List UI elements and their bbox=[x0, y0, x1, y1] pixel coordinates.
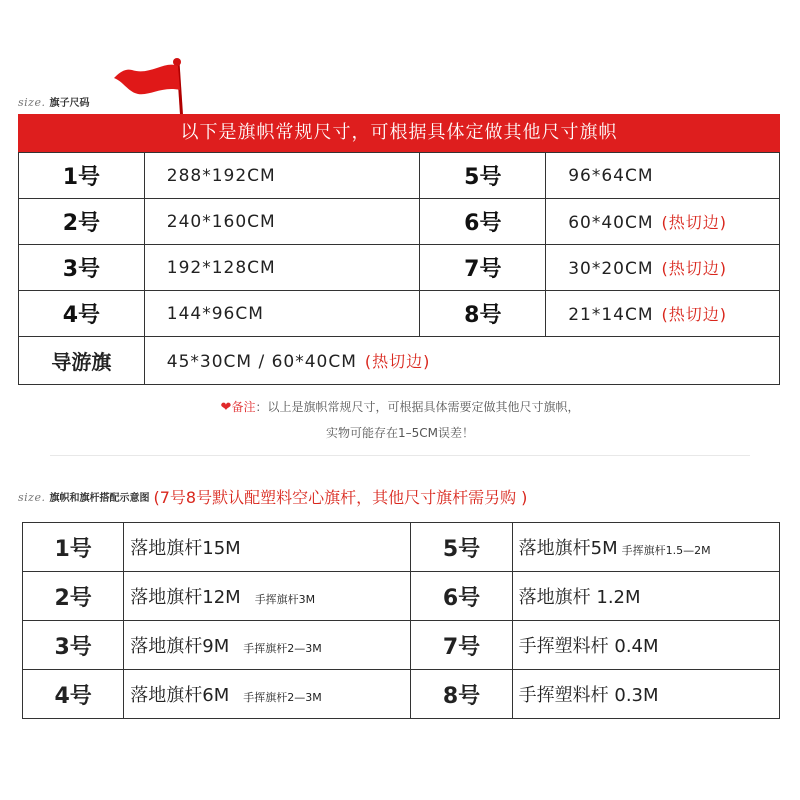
size-value bbox=[546, 291, 780, 337]
pole-extra: 手挥旗杆3M bbox=[254, 593, 316, 606]
size-text: 60*40CM bbox=[568, 213, 654, 233]
remark-line bbox=[0, 398, 800, 415]
pole-value bbox=[512, 572, 779, 621]
hot-cut-note: (热切边) bbox=[661, 213, 728, 232]
pole-value bbox=[512, 523, 779, 572]
pole-text: 落地旗杆 1.2M bbox=[518, 587, 641, 608]
size-value: 240*160CM bbox=[144, 199, 420, 245]
pole-extra: 手挥旗杆1.5—2M bbox=[621, 544, 711, 557]
pole-text: 手挥塑料杆 0.3M bbox=[518, 685, 659, 706]
pole-text: 落地旗杆12M bbox=[130, 587, 241, 608]
heart-icon: ❤ bbox=[220, 400, 232, 415]
pole-text: 落地旗杆6M bbox=[130, 685, 230, 706]
pole-value bbox=[124, 572, 411, 621]
hot-cut-note: (热切边) bbox=[364, 352, 431, 371]
remark-label: 备注 bbox=[231, 400, 256, 414]
size-value: 144*96CM bbox=[144, 291, 420, 337]
table-row bbox=[19, 291, 780, 337]
pole-header bbox=[18, 481, 528, 507]
pole-value bbox=[124, 670, 411, 719]
size-value: 192*128CM bbox=[144, 245, 420, 291]
size-value bbox=[546, 245, 780, 291]
pole-header-en: size. bbox=[18, 491, 46, 504]
remark-text: ：以上是旗帜常规尺寸，可根据具体需要定做其他尺寸旗帜， bbox=[255, 400, 580, 414]
size-header-en: size. bbox=[18, 96, 46, 109]
size-number: 4号 bbox=[23, 670, 124, 719]
size-number: 6号 bbox=[411, 572, 512, 621]
pole-value bbox=[124, 523, 411, 572]
remark-line-2: 实物可能存在1–5CM误差！ bbox=[325, 426, 474, 440]
size-text: 96*64CM bbox=[568, 165, 654, 186]
table-row bbox=[23, 572, 780, 621]
size-banner: 以下是旗帜常规尺寸，可根据具体定做其他尺寸旗帜 bbox=[18, 114, 780, 152]
size-number: 5号 bbox=[420, 153, 546, 199]
size-number: 8号 bbox=[411, 670, 512, 719]
size-value: 288*192CM bbox=[144, 153, 420, 199]
pole-text: 落地旗杆5M bbox=[518, 538, 618, 559]
pole-header-cn: 旗帜和旗杆搭配示意图 bbox=[49, 493, 150, 504]
pole-value bbox=[512, 670, 779, 719]
pole-value bbox=[124, 621, 411, 670]
guide-flag-size bbox=[144, 337, 779, 385]
pole-text: 落地旗杆9M bbox=[130, 636, 230, 657]
table-row bbox=[19, 337, 780, 385]
size-number: 5号 bbox=[411, 523, 512, 572]
table-row bbox=[23, 621, 780, 670]
pole-value bbox=[512, 621, 779, 670]
pole-text: 手挥塑料杆 0.4M bbox=[518, 636, 659, 657]
flag-size-table bbox=[18, 152, 780, 385]
table-row bbox=[23, 523, 780, 572]
table-row bbox=[19, 245, 780, 291]
size-number: 4号 bbox=[19, 291, 145, 337]
hot-cut-note: (热切边) bbox=[661, 259, 728, 278]
size-number: 6号 bbox=[420, 199, 546, 245]
size-number: 8号 bbox=[420, 291, 546, 337]
size-header-cn: 旗子尺码 bbox=[49, 98, 90, 109]
size-number: 3号 bbox=[19, 245, 145, 291]
table-row bbox=[19, 153, 780, 199]
size-text: 30*20CM bbox=[568, 259, 654, 279]
size-number: 3号 bbox=[23, 621, 124, 670]
table-row bbox=[23, 670, 780, 719]
pole-extra: 手挥旗杆2—3M bbox=[243, 642, 322, 655]
pole-header-note: (7号8号默认配塑料空心旗杆，其他尺寸旗杆需另购 ) bbox=[153, 488, 528, 507]
size-number: 1号 bbox=[23, 523, 124, 572]
size-number: 2号 bbox=[23, 572, 124, 621]
section-divider bbox=[50, 455, 750, 456]
size-number: 7号 bbox=[411, 621, 512, 670]
table-row bbox=[19, 199, 780, 245]
size-text: 21*14CM bbox=[568, 305, 654, 325]
pole-extra: 手挥旗杆2—3M bbox=[243, 691, 322, 704]
size-number: 7号 bbox=[420, 245, 546, 291]
size-value bbox=[546, 153, 780, 199]
flag-pole-table bbox=[22, 522, 780, 719]
size-number: 2号 bbox=[19, 199, 145, 245]
size-number: 1号 bbox=[19, 153, 145, 199]
pole-text: 落地旗杆15M bbox=[130, 538, 241, 559]
size-header bbox=[18, 94, 89, 109]
size-text: 45*30CM / 60*40CM bbox=[166, 352, 357, 372]
size-value bbox=[546, 199, 780, 245]
hot-cut-note: (热切边) bbox=[661, 305, 728, 324]
guide-flag-label: 导游旗 bbox=[19, 337, 145, 385]
